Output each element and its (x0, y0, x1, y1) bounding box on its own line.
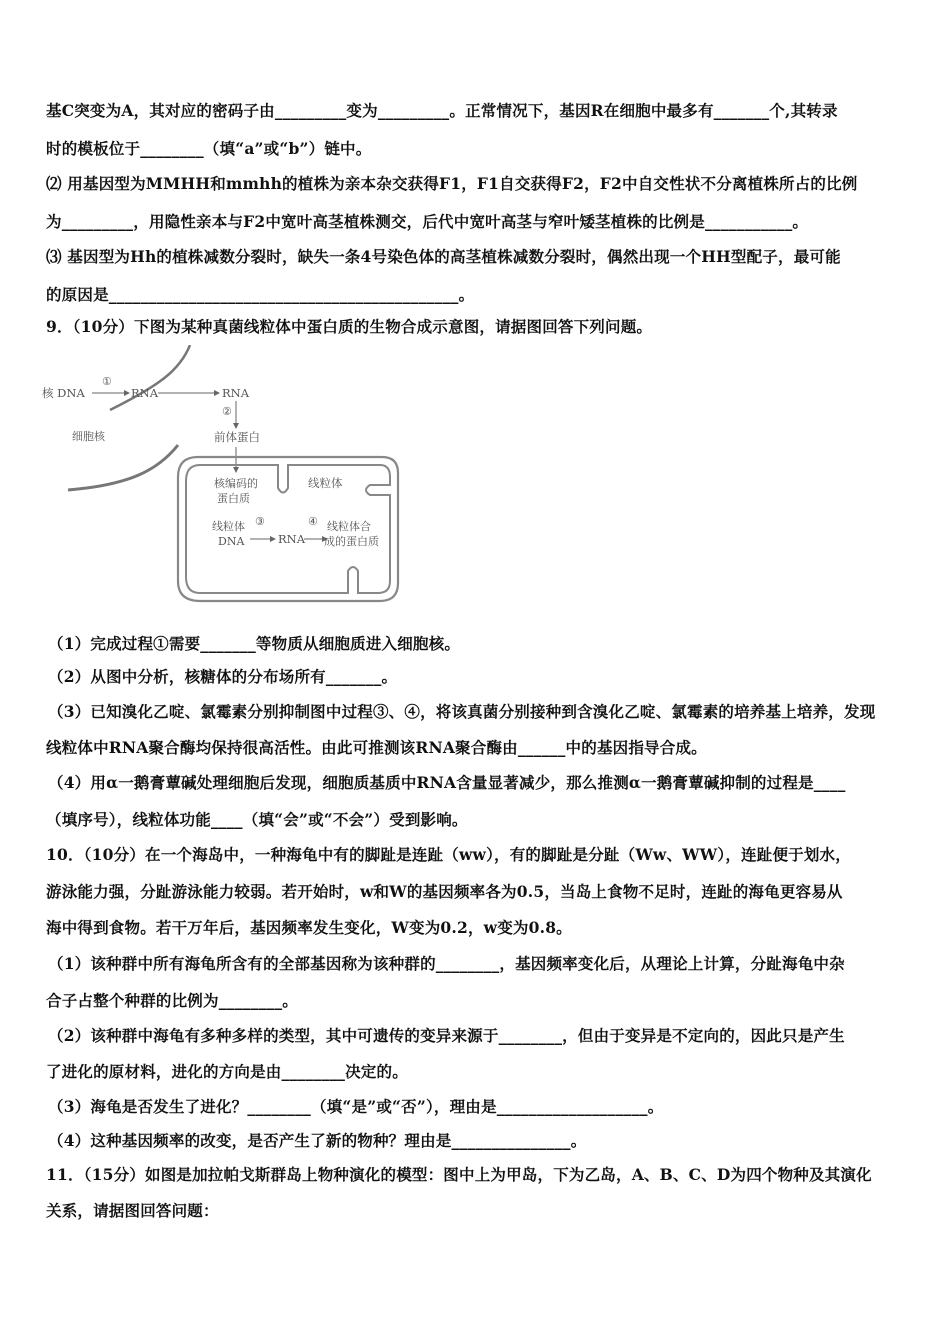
label-step-3: ③ (255, 515, 265, 528)
label-mito-protein-1: 线粒体合 (327, 520, 371, 533)
text-line-2: 时的模板位于________（填“a”或“b”）链中。 (46, 139, 372, 158)
q9-part-3-line-2: 线粒体中RNA聚合酶均保持很高活性。由此可推测该RNA聚合酶由______中的基因指导合成。 (46, 738, 707, 757)
q9-part-4-line-1: （4）用α一鹅膏蕈碱处理细胞后发现，细胞质基质中RNA含量显著减少，那么推测α一鹅膏蕈碱抑制的过程是____ (48, 773, 846, 792)
question-9-header: 9．（10分）下图为某种真菌线粒体中蛋白质的生物合成示意图，请据图回答下列问题。 (46, 317, 653, 336)
text-line-6: 的原因是____________________________________________。 (46, 285, 475, 304)
q10-line-3: 海中得到食物。若干万年后，基因频率发生变化，W变为0.2，w变为0.8。 (46, 918, 572, 937)
label-mitochondrion: 线粒体 (308, 476, 343, 490)
label-rna-2: RNA (222, 386, 250, 400)
label-nuclear-dna: 核 DNA (42, 386, 85, 400)
label-step-1: ① (102, 375, 112, 388)
q9-part-1: （1）完成过程①需要_______等物质从细胞质进入细胞核。 (48, 634, 461, 653)
q9-part-4-line-2: （填序号），线粒体功能____（填“会”或“不会”）受到影响。 (46, 810, 468, 829)
question-10-header: 10．（10分）在一个海岛中，一种海龟中有的脚趾是连趾（ww），有的脚趾是分趾（Ww、WW），连趾便于划水， (46, 845, 851, 864)
label-nuclear-encoded-2: 蛋白质 (217, 492, 250, 505)
q10-part-2-line-1: （2）该种群中海龟有多种多样的类型，其中可遗传的变异来源于________，但由于变异是不定向的，因此只是产生 (48, 1026, 845, 1045)
label-mito-protein-2: 成的蛋白质 (324, 535, 379, 548)
q10-part-1-line-1: （1）该种群中所有海龟所含有的全部基因称为该种群的________，基因频率变化后，从理论上计算，分趾海龟中杂 (48, 954, 845, 973)
q10-part-3: （3）海龟是否发生了进化？________（填“是”或“否”），理由是___________________。 (48, 1097, 664, 1116)
q10-part-2-line-2: 了进化的原材料，进化的方向是由________决定的。 (46, 1062, 408, 1081)
mitochondria-protein-synthesis-diagram (40, 345, 410, 615)
q9-part-3-line-1: （3）已知溴化乙啶、氯霉素分别抑制图中过程③、④，将该真菌分别接种到含溴化乙啶、氯霉素的培养基上培养，发现 (48, 702, 876, 721)
q9-part-2: （2）从图中分析，核糖体的分布场所有_______。 (48, 667, 398, 686)
label-precursor-protein: 前体蛋白 (214, 430, 260, 444)
question-11-header: 11．（15分）如图是加拉帕戈斯群岛上物种演化的模型：图中上为甲岛，下为乙岛，A、B、C、D为四个物种及其演化 (46, 1165, 872, 1184)
label-step-2: ② (222, 405, 232, 418)
label-mito-dna-1: 线粒体 (212, 520, 245, 533)
text-line-5: ⑶ 基因型为Hh的植株减数分裂时，缺失一条4号染色体的高茎植株减数分裂时，偶然出现一个HH型配子，最可能 (46, 247, 841, 266)
nuclear-envelope-lower (68, 445, 178, 490)
label-nuclear-encoded-1: 核编码的 (214, 477, 258, 490)
q10-part-4: （4）这种基因频率的改变，是否产生了新的物种？理由是_______________。 (48, 1131, 587, 1150)
q11-line-2: 关系，请据图回答问题： (46, 1201, 219, 1220)
q10-line-2: 游泳能力强，分趾游泳能力较弱。若开始时，w和W的基因频率各为0.5，当岛上食物不足时，连趾的海龟更容易从 (46, 882, 843, 901)
label-nucleus: 细胞核 (72, 430, 105, 443)
text-line-3: ⑵ 用基因型为MMHH和mmhh的植株为亲本杂交获得F1，F1自交获得F2，F2中自交性状不分离植株所占的比例 (46, 174, 858, 193)
text-line-1: 基C突变为A，其对应的密码子由_________变为_________。正常情况下，基因R在细胞中最多有_______个,其转录 (46, 101, 838, 120)
label-rna-1: RNA (131, 386, 159, 400)
nuclear-envelope-upper (110, 345, 190, 410)
label-rna-3: RNA (278, 532, 306, 546)
label-mito-dna-2: DNA (218, 535, 245, 548)
text-line-4: 为_________，用隐性亲本与F2中宽叶高茎植株测交，后代中宽叶高茎与窄叶矮茎植株的比例是___________。 (46, 212, 809, 231)
label-step-4: ④ (308, 515, 318, 528)
q10-part-1-line-2: 合子占整个种群的比例为________。 (46, 991, 299, 1010)
